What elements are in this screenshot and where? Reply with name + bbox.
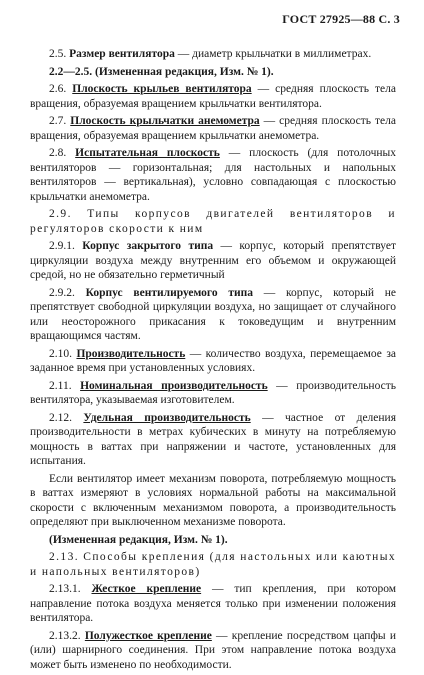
clause-2-9-2	[30, 286, 396, 344]
amendment-note-2-12: (Измененная редакция, Изм. № 1).	[49, 533, 228, 546]
clause-term: Полужесткое крепление	[84, 629, 212, 642]
clause-2-13-heading: 2.13. Способы крепления (для настольных или каютных и напольных вентиляторов)	[30, 551, 396, 578]
clause-term: Удельная производительность	[83, 411, 251, 424]
clause-definition: — средняя плоскость тела вращения, образуемая вращением крыльчатки анемометра.	[30, 115, 397, 142]
clause-number: 2.13.2.	[49, 629, 81, 642]
clause-number: 2.6.	[49, 83, 67, 95]
clause-definition: — корпус, который препятствует циркуляции воздуха между внутренним его объемом и окружающей средой, но не обязательно герметичный	[30, 240, 396, 281]
clause-number: 2.9.1.	[49, 240, 75, 252]
clause-term: Испытательная плоскость	[75, 147, 220, 159]
clause-definition: — средняя плоскость тела вращения, образуемая вращением крыльчатки вентилятора.	[30, 83, 396, 110]
clause-definition: — крепление посредством цапфы и (или) шарнирного соединения. При этом направление потока воздуха может быть изменено по необходимости.	[30, 629, 396, 671]
clause-number: 2.11.	[49, 379, 72, 392]
clause-number: 2.12.	[49, 411, 72, 424]
clause-definition: — корпус, который не препятствует свободной циркуляции воздуха, но защищает от случайного или неосторожного прикасания к токоведущим и внутренним вращающимся частям.	[30, 286, 396, 342]
clause-number: 2.9.2.	[49, 286, 75, 299]
clause-term: Размер вентилятора	[69, 48, 175, 60]
clause-term: Корпус закрытого типа	[82, 240, 214, 252]
clause-2-13-1	[30, 582, 396, 626]
clause-2-12-note: Если вентилятор имеет механизм поворота, потребляемую мощность в ваттах измеряют в условиях нормальной работы на максимальной скорости с включенным механизмом поворота, а производительность определяют при выключенном механизме поворота.	[30, 472, 396, 528]
clause-definition: — количество воздуха, перемещаемое за заданное время при установленных условиях.	[30, 347, 397, 374]
document-body	[30, 47, 396, 675]
clause-2-5	[30, 47, 396, 62]
clause-2-6	[30, 82, 396, 111]
clause-2-13-2	[30, 629, 396, 673]
clause-term: Плоскость крыльев вентилятора	[72, 83, 252, 95]
clause-definition: — частное от деления производительности в метрах кубических в минуту на потребляемую мощность в ваттах при напряжении и частоте, установленных для испытания.	[30, 411, 396, 467]
clause-2-11	[30, 379, 396, 408]
clause-2-8	[30, 146, 396, 204]
clause-term: Жесткое крепление	[91, 583, 202, 595]
page-header: ГОСТ 27925—88 С. 3	[282, 12, 400, 26]
clause-term: Производительность	[76, 347, 186, 360]
amendment-note-2-2-2-5: 2.2—2.5. (Измененная редакция, Изм. № 1).	[49, 65, 274, 78]
clause-definition: — тип крепления, при котором направление потока воздуха меняется только при изменении положения вентилятора.	[30, 583, 396, 624]
clause-term: Корпус вентилируемого типа	[85, 286, 253, 299]
clause-number: 2.13.1.	[49, 583, 81, 595]
clause-2-12	[30, 411, 396, 469]
clause-number: 2.7.	[49, 115, 67, 127]
clause-2-7	[30, 114, 396, 143]
clause-term: Плоскость крыльчатки анемометра	[70, 115, 260, 127]
clause-number: 2.5.	[49, 48, 67, 60]
clause-2-9-1	[30, 239, 396, 283]
clause-definition: — плоскость (для потолочных вентиляторов — горизонтальная; для настольных и напольных вентиляторов — вертикальная), условно совпадающая с плоскостью крыльчатки анемометра.	[30, 147, 396, 203]
clause-term: Номинальная производительность	[80, 379, 268, 392]
clause-number: 2.10.	[49, 347, 72, 360]
clause-number: 2.8.	[49, 147, 67, 159]
clause-2-9-heading: 2.9. Типы корпусов двигателей вентиляторов и регуляторов скорости к ним	[30, 208, 396, 235]
clause-2-10	[30, 347, 396, 376]
clause-definition: — производительность вентилятора, указываемая изготовителем.	[30, 379, 397, 406]
clause-definition: — диаметр крыльчатки в миллиметрах.	[174, 48, 372, 60]
